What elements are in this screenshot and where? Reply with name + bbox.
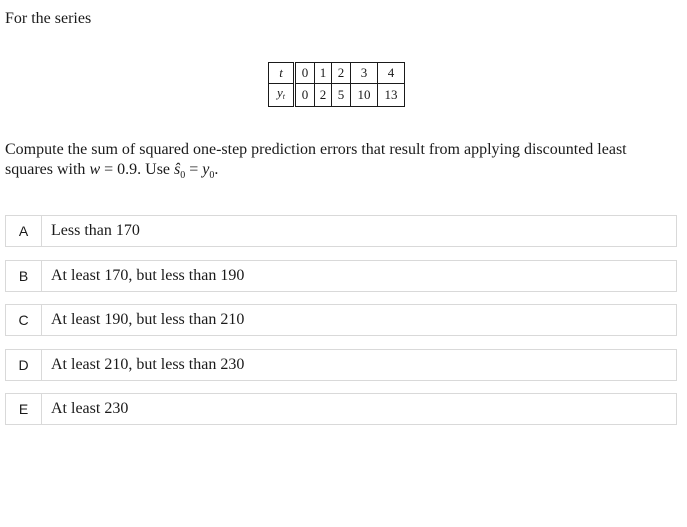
choice-d-text: At least 210, but less than 230 xyxy=(51,356,245,373)
y-sub: 0 xyxy=(209,170,215,182)
choice-a[interactable] xyxy=(5,215,677,247)
choice-e[interactable] xyxy=(5,393,677,425)
choice-e-letter: E xyxy=(6,394,42,424)
question-end: . xyxy=(214,161,219,178)
s-hat-variable: ŝ xyxy=(174,161,181,178)
choice-b-letter: B xyxy=(6,261,42,291)
question-eq-2: = xyxy=(185,161,203,178)
question-eq-1: = 0.9. Use xyxy=(100,161,175,178)
y-cell-1: 2 xyxy=(315,84,332,107)
choice-e-text: At least 230 xyxy=(51,400,129,417)
y-header-sub: t xyxy=(282,92,285,101)
choice-c-letter: C xyxy=(6,305,42,335)
question-text xyxy=(5,140,677,186)
y-cell-0: 0 xyxy=(295,84,315,107)
choice-c-text: At least 190, but less than 210 xyxy=(51,311,245,328)
choice-b[interactable] xyxy=(5,260,677,292)
choice-a-text: Less than 170 xyxy=(51,222,140,239)
s-hat-sub: 0 xyxy=(180,170,186,182)
y-cell-4: 13 xyxy=(378,84,405,107)
y-cell-2: 5 xyxy=(332,84,351,107)
series-table xyxy=(268,62,405,107)
choice-a-letter: A xyxy=(6,216,42,246)
t-cell-1: 1 xyxy=(315,63,332,84)
table-row-t xyxy=(269,63,405,84)
t-cell-0: 0 xyxy=(295,63,315,84)
question-part-1: Compute the sum of squared one-step prediction errors that result from applying discounted least squares with xyxy=(5,141,627,178)
w-variable: w xyxy=(89,161,101,178)
choice-b-text: At least 170, but less than 190 xyxy=(51,267,245,284)
intro-text: For the series xyxy=(5,10,92,27)
choice-d[interactable] xyxy=(5,349,677,381)
y-variable: y xyxy=(202,161,210,178)
t-cell-2: 2 xyxy=(332,63,351,84)
table-row-y xyxy=(269,84,405,107)
choice-c[interactable] xyxy=(5,304,677,336)
t-cell-4: 4 xyxy=(378,63,405,84)
y-header-var: y xyxy=(276,85,283,100)
y-cell-3: 10 xyxy=(351,84,378,107)
t-header-cell: t xyxy=(269,63,295,84)
choice-d-letter: D xyxy=(6,350,42,380)
y-header-cell xyxy=(269,84,295,107)
t-cell-3: 3 xyxy=(351,63,378,84)
